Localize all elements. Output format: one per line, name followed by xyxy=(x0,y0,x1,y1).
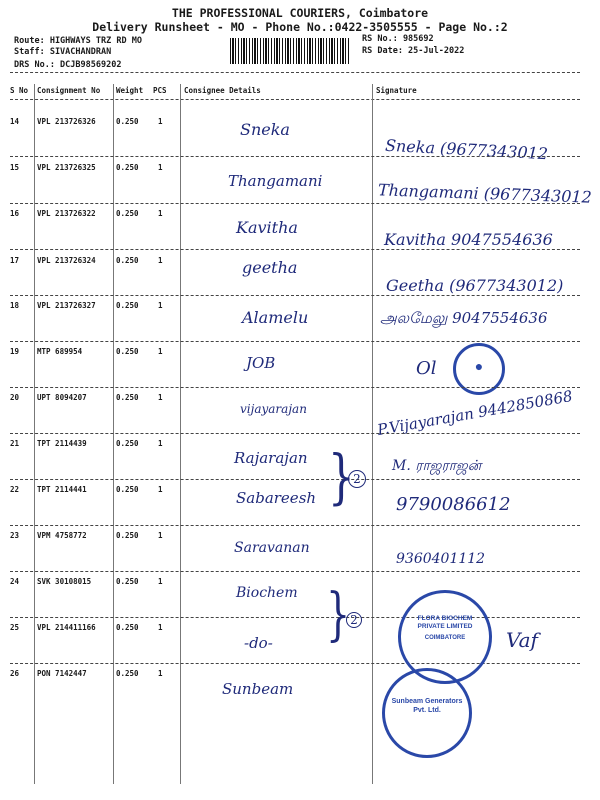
row-weight: 0.250 xyxy=(116,347,139,356)
row-sno: 26 xyxy=(10,669,20,678)
row-pcs: 1 xyxy=(158,623,163,632)
signature-handwriting: Kavitha 9047554636 xyxy=(384,230,553,249)
row-pcs: 1 xyxy=(158,256,163,265)
row-weight: 0.250 xyxy=(116,163,139,172)
row-sno: 21 xyxy=(10,439,20,448)
signature-handwriting: Geetha (9677343012) xyxy=(386,276,564,295)
row-consignment: UPT 8094207 xyxy=(37,393,87,402)
row-divider xyxy=(10,479,580,480)
consignee-handwriting: vijayarajan xyxy=(240,402,307,416)
row-consignment: VPL 213726324 xyxy=(37,256,96,265)
consignee-handwriting: Sabareesh xyxy=(236,489,317,507)
consignee-handwriting: Sneka xyxy=(240,120,290,139)
row-divider xyxy=(10,525,580,526)
company-title: THE PROFESSIONAL COURIERS, Coimbatore xyxy=(171,6,429,20)
row-weight: 0.250 xyxy=(116,485,139,494)
row-weight: 0.250 xyxy=(116,531,139,540)
count-circle: 2 xyxy=(346,612,362,628)
row-consignment: VPM 4758772 xyxy=(37,531,87,540)
count-circle: 2 xyxy=(348,470,366,488)
signature-handwriting: Thangamani (9677343012 xyxy=(377,180,593,207)
row-consignment: VPL 213726322 xyxy=(37,209,96,218)
row-consignment: VPL 214411166 xyxy=(37,623,96,632)
consignee-handwriting: Sunbeam xyxy=(222,680,294,698)
row-sno: 20 xyxy=(10,393,20,402)
row-weight: 0.250 xyxy=(116,669,139,678)
row-divider xyxy=(10,341,580,342)
row-sno: 16 xyxy=(10,209,20,218)
consignee-handwriting: Rajarajan xyxy=(234,449,308,467)
row-pcs: 1 xyxy=(158,393,163,402)
row-sno: 23 xyxy=(10,531,20,540)
runsheet-subtitle: Delivery Runsheet - MO - Phone No.:0422-3505555 - Page No.:2 xyxy=(92,20,508,34)
column-line xyxy=(372,84,373,784)
row-sno: 22 xyxy=(10,485,20,494)
col-header-signature: Signature xyxy=(376,86,417,95)
signature-handwriting: அலமேலு 9047554636 xyxy=(380,309,548,327)
consignee-handwriting: Biochem xyxy=(236,585,298,601)
row-pcs: 1 xyxy=(158,117,163,126)
consignee-handwriting: -do- xyxy=(244,634,273,652)
col-header-weight: Weight xyxy=(116,86,144,95)
row-sno: 24 xyxy=(10,577,20,586)
signature-handwriting: 9360401112 xyxy=(396,551,486,567)
column-line xyxy=(34,84,35,784)
signature-handwriting: M. ராஜராஜன் xyxy=(392,458,482,474)
row-divider xyxy=(10,617,580,618)
signature-handwriting: P.Vijayarajan 9442850868 xyxy=(375,386,574,440)
column-line xyxy=(180,84,181,784)
row-weight: 0.250 xyxy=(116,301,139,310)
row-weight: 0.250 xyxy=(116,209,139,218)
row-sno: 17 xyxy=(10,256,20,265)
row-consignment: MTP 689954 xyxy=(37,347,83,356)
column-line xyxy=(113,84,114,784)
row-divider xyxy=(10,249,580,250)
row-divider xyxy=(10,295,580,296)
divider xyxy=(10,72,580,73)
row-weight: 0.250 xyxy=(116,117,139,126)
row-pcs: 1 xyxy=(158,347,163,356)
row-consignment: TPT 2114439 xyxy=(37,439,87,448)
row-sno: 25 xyxy=(10,623,20,632)
row-weight: 0.250 xyxy=(116,439,139,448)
row-sno: 19 xyxy=(10,347,20,356)
row-weight: 0.250 xyxy=(116,577,139,586)
row-pcs: 1 xyxy=(158,577,163,586)
consignee-handwriting: Saravanan xyxy=(234,540,310,556)
row-sno: 18 xyxy=(10,301,20,310)
row-sno: 14 xyxy=(10,117,20,126)
row-pcs: 1 xyxy=(158,439,163,448)
row-divider xyxy=(10,433,580,434)
row-weight: 0.250 xyxy=(116,623,139,632)
row-pcs: 1 xyxy=(158,209,163,218)
col-header-sno: S No xyxy=(10,86,29,95)
row-consignment: PON 7142447 xyxy=(37,669,87,678)
stamp-text: Sunbeam Generators Pvt. Ltd. xyxy=(391,698,463,714)
barcode xyxy=(230,38,350,64)
consignee-handwriting: Alamelu xyxy=(242,308,309,327)
stamp-text: FLORA BIOCHEM PRIVATE LIMITED xyxy=(417,615,473,630)
drs-number: DRS No.: DCJB98569202 xyxy=(14,60,122,70)
signature-scribble: Ol xyxy=(416,358,437,379)
staff-label: Staff: SIVACHANDRAN xyxy=(14,47,112,57)
signature-scribble: Vaf xyxy=(506,628,538,652)
row-divider xyxy=(10,663,580,664)
row-divider xyxy=(10,203,580,204)
consignee-handwriting: geetha xyxy=(242,258,298,277)
consignee-handwriting: Kavitha xyxy=(236,218,298,237)
row-divider xyxy=(10,156,580,157)
bracket-mark: } xyxy=(326,581,351,647)
consignee-handwriting: Thangamani xyxy=(228,172,323,190)
row-divider xyxy=(10,571,580,572)
row-pcs: 1 xyxy=(158,163,163,172)
row-consignment: VPL 213726327 xyxy=(37,301,96,310)
col-header-consignee: Consignee Details xyxy=(184,86,261,95)
row-consignment: SVK 30108015 xyxy=(37,577,92,586)
row-divider xyxy=(10,387,580,388)
row-pcs: 1 xyxy=(158,301,163,310)
signature-handwriting: 9790086612 xyxy=(396,494,511,515)
rs-number: RS No.: 985692 xyxy=(362,34,434,44)
consignee-handwriting: JOB xyxy=(246,354,276,372)
row-pcs: 1 xyxy=(158,531,163,540)
stamp-city: COIMBATORE xyxy=(424,635,466,641)
row-pcs: 1 xyxy=(158,485,163,494)
signature-handwriting: Sneka (9677343012 xyxy=(384,135,549,164)
col-header-consignment: Consignment No xyxy=(37,86,101,95)
bracket-mark: } xyxy=(328,442,355,511)
row-consignment: VPL 213726326 xyxy=(37,117,96,126)
divider xyxy=(10,99,580,100)
rs-date: RS Date: 25-Jul-2022 xyxy=(362,46,465,56)
row-sno: 15 xyxy=(10,163,20,172)
round-stamp: ● xyxy=(453,343,505,395)
company-stamp-sunbeam xyxy=(382,668,472,758)
row-weight: 0.250 xyxy=(116,393,139,402)
row-consignment: VPL 213726325 xyxy=(37,163,96,172)
col-header-pcs: PCS xyxy=(153,86,167,95)
row-consignment: TPT 2114441 xyxy=(37,485,87,494)
route-label: Route: HIGHWAYS TRZ RD MO xyxy=(14,36,142,46)
row-pcs: 1 xyxy=(158,669,163,678)
row-weight: 0.250 xyxy=(116,256,139,265)
